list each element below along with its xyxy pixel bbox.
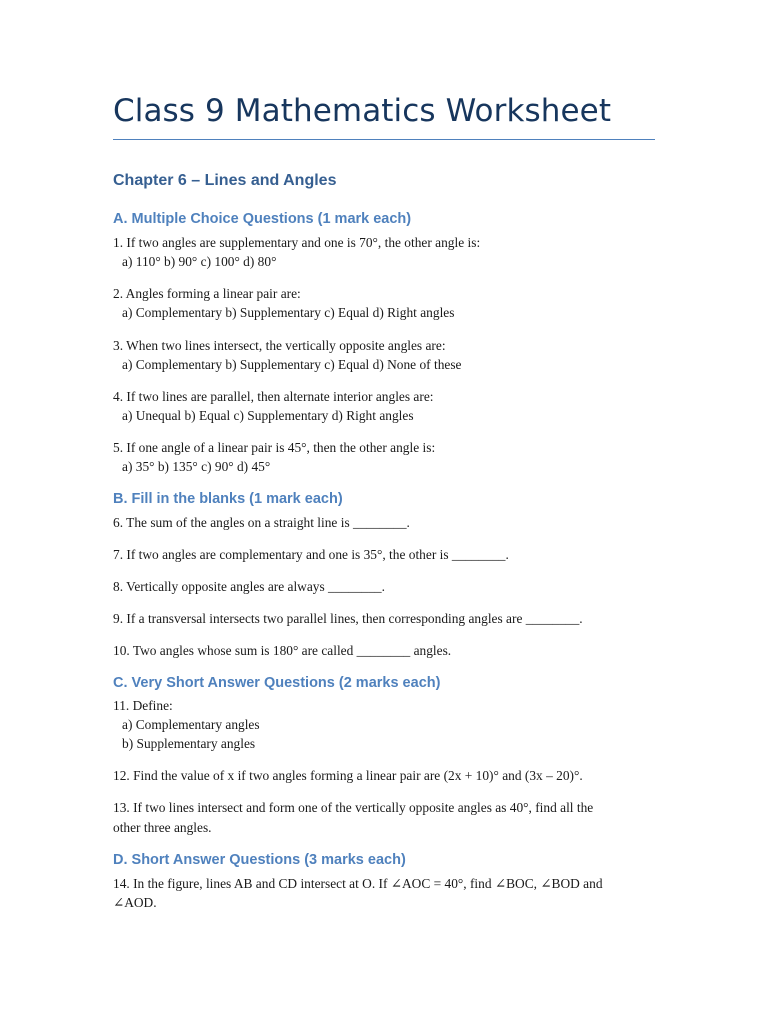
question-2-options: a) Complementary b) Supplementary c) Equal d) Right angles: [122, 305, 455, 320]
question-3-options: a) Complementary b) Supplementary c) Equal d) None of these: [122, 357, 462, 372]
question-13-line-1: 13. If two lines intersect and form one of the vertically opposite angles as 40°, find all the: [113, 800, 594, 815]
question-10: 10. Two angles whose sum is 180° are called ________ angles.: [113, 643, 452, 658]
title-divider: [113, 139, 655, 140]
question-2: 2. Angles forming a linear pair are:: [113, 286, 301, 301]
question-14-line-2: ∠AOD.: [113, 895, 157, 910]
question-13-line-2: other three angles.: [113, 820, 212, 835]
question-3: 3. When two lines intersect, the vertically opposite angles are:: [113, 338, 446, 353]
section-d-heading: D. Short Answer Questions (3 marks each): [113, 852, 406, 868]
question-11: 11. Define:: [113, 698, 173, 713]
question-4-options: a) Unequal b) Equal c) Supplementary d) Right angles: [122, 408, 414, 423]
question-5: 5. If one angle of a linear pair is 45°, then the other angle is:: [113, 440, 436, 455]
question-1-options: a) 110° b) 90° c) 100° d) 80°: [122, 254, 277, 269]
question-9: 9. If a transversal intersects two parallel lines, then corresponding angles are ________.: [113, 611, 583, 626]
chapter-heading: Chapter 6 – Lines and Angles: [113, 172, 337, 189]
section-a-heading: A. Multiple Choice Questions (1 mark each): [113, 211, 412, 227]
question-11-part-b: b) Supplementary angles: [122, 736, 256, 751]
question-5-options: a) 35° b) 135° c) 90° d) 45°: [122, 459, 271, 474]
question-7: 7. If two angles are complementary and one is 35°, the other is ________.: [113, 547, 509, 562]
section-b-heading: B. Fill in the blanks (1 mark each): [113, 491, 343, 507]
question-4: 4. If two lines are parallel, then alternate interior angles are:: [113, 389, 434, 404]
question-14-line-1: 14. In the figure, lines AB and CD intersect at O. If ∠AOC = 40°, find ∠BOC, ∠BOD and: [113, 876, 603, 891]
page-title: Class 9 Mathematics Worksheet: [113, 93, 612, 129]
question-11-part-a: a) Complementary angles: [122, 717, 260, 732]
question-1: 1. If two angles are supplementary and one is 70°, the other angle is:: [113, 235, 481, 250]
section-c-heading: C. Very Short Answer Questions (2 marks each): [113, 675, 441, 691]
question-8: 8. Vertically opposite angles are always ________.: [113, 579, 385, 594]
question-6: 6. The sum of the angles on a straight line is ________.: [113, 515, 410, 530]
question-12: 12. Find the value of x if two angles forming a linear pair are (2x + 10)° and (3x – 20)°.: [113, 768, 583, 783]
